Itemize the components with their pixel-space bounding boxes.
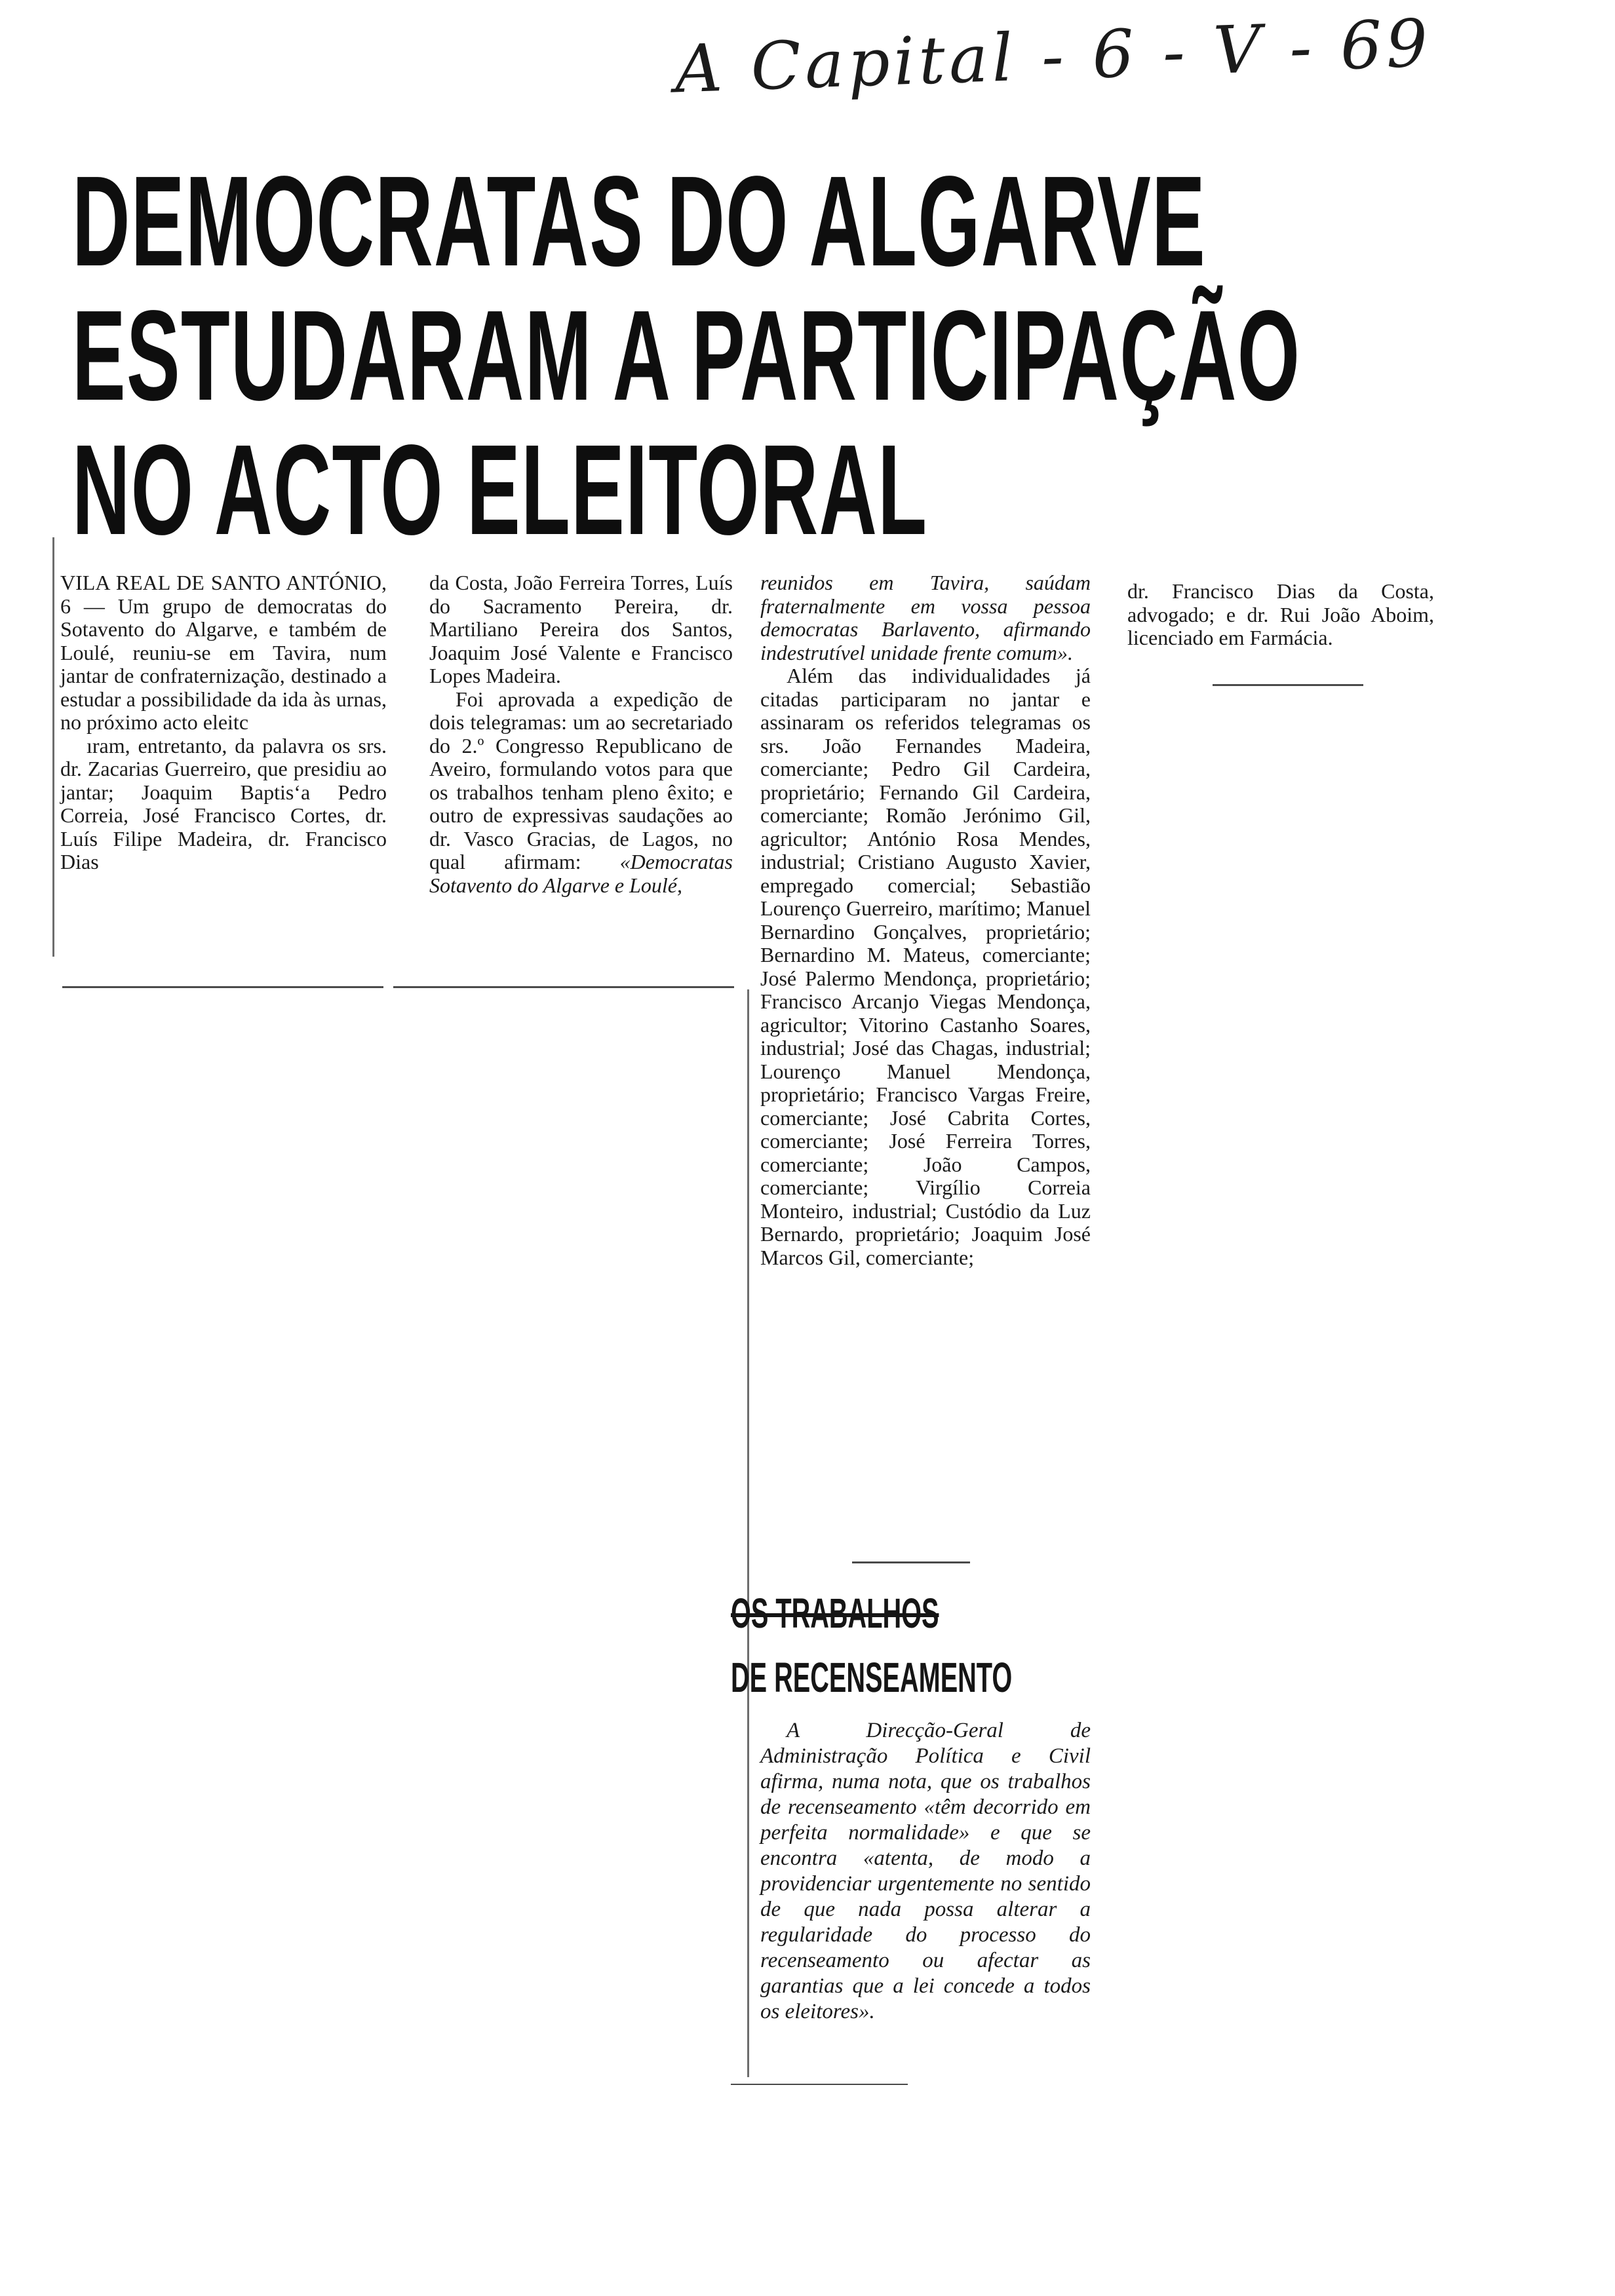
column-3-end-rule [852,1561,970,1563]
article-paragraph: da Costa, João Ferreira Torres, Luís do Sacramento Pereira, dr. Martiliano Pereira dos Santos, Joaquim José Valente e Francisco Lopes Madeira. [429,571,733,687]
subarticle-side-rule [747,989,749,2077]
telegram-quote: reunidos em Tavira, saúdam fraternalmente em vossa pessoa democratas Barlavento, afirmando indestrutível unidade frente comum». [760,571,1091,664]
subarticle-heading-line-2: DE RECENSEAMENTO [731,1654,1013,1701]
article-paragraph: Além das individualidades já citadas participaram no jantar e assinaram os referidos telegramas os srs. João Fernandes Madeira, comerciante; Pedro Gil Cardeira, proprietário; Fernando Gil Cardeira, comerciante; Romão Jerónimo Gil, agricultor; António Rosa Mendes, industrial; Cristiano Augusto Xavier, empregado comercial; Sebastião Lourenço Guerreiro, marítimo; Manuel Bernardino Gonçalves, proprietário; Bernardino M. Mateus, comerciante; José Palermo Mendonça, proprietário; Francisco Arcanjo Viegas Mendonça, agricultor; Vitorino Castanho Soares, industrial; José das Chagas, industrial; Lourenço Manuel Mendonça, proprietário; Francisco Vargas Freire, comerciante; José Cabrita Cortes, comerciante; José Ferreira Torres, comerciante; João Campos, comerciante; Virgílio Correia Monteiro, industrial; Custódio da Luz Bernardo, proprietário; Joaquim José Marcos Gil, comerciante; [760,664,1091,1269]
left-margin-rule [52,537,54,957]
column-1-end-rule [62,986,383,988]
article-column-4 [1127,580,1434,650]
article-paragraph: ıram, entretanto, da palavra os srs. dr. Zacarias Guerreiro, que presidiu ao jantar; Joaquim Baptis‘a Pedro Correia, José Francisco Cortes, dr. Luís Filipe Madeira, dr. Francisco Dias [60,733,387,873]
headline-line-2: ESTUDARAM A PARTICIPAÇÃO [72,284,1301,427]
article-column-3 [760,571,1091,1269]
article-paragraph: VILA REAL DE SANTO ANTÓNIO, 6 — Um grupo de democratas do Sotavento do Algarve, e também de Loulé, reuniu-se em Tavira, num jantar de confraternização, destinado a estudar a possibilidade da ida às urnas, no próximo acto eleitc [60,571,387,734]
subarticle-body [760,1718,1091,2025]
article-paragraph [429,688,733,898]
headline-line-3: NO ACTO ELEITORAL [72,418,928,562]
article-paragraph: dr. Francisco Dias da Costa, advogado; e dr. Rui João Aboim, licenciado em Farmácia. [1127,579,1434,649]
column-4-end-rule [1213,684,1363,686]
article-text: Foi aprovada a expedição de dois telegramas: um ao secretariado do 2.º Congresso Republicano de Aveiro, formulando votos para que os trabalhos tenham pleno êxito; e outro de expressivas saudações ao dr. Vasco Gracias, de Lagos, no qual afirmam: [429,687,733,873]
telegram-quote: «Democratas Sotavento do Algarve e Loulé, [429,850,733,897]
subarticle-paragraph: A Direcção-Geral de Administração Política e Civil afirma, numa nota, que os trabalhos de recenseamento «têm decorrido em perfeita normalidade» e que se encontra «atenta, de modo a providenciar urgentemente no sentido de que nada possa alterar a regularidade do processo do recenseamento ou afectar as garantias que a lei concede a todos os eleitores». [760,1719,1091,2023]
article-column-2 [429,571,733,897]
bottom-cut-line [731,2084,908,2085]
subarticle-heading-line-1: OS TRABALHOS [731,1590,939,1637]
headline-line-1: DEMOCRATAS DO ALGARVE [72,149,1206,293]
handwritten-source-note: A Capital - 6 - V - 69 [673,5,1433,108]
column-2-end-rule [393,986,734,988]
article-column-1 [60,571,387,874]
